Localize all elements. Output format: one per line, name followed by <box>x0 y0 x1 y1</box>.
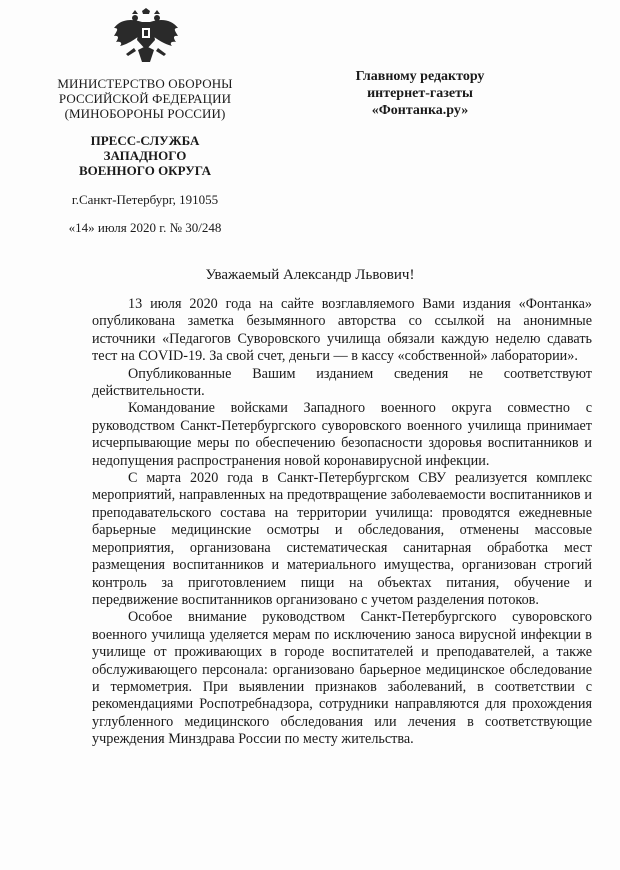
press-line: ПРЕСС-СЛУЖБА <box>90 133 200 148</box>
ministry-line: РОССИЙСКОЙ ФЕДЕРАЦИИ <box>58 91 232 106</box>
press-line: ЗАПАДНОГО <box>103 148 187 163</box>
sender-ministry <box>40 76 250 121</box>
body-paragraph: С марта 2020 года в Санкт-Петербургском СВУ реализуется комплекс мероприятий, направленных на предотвращение заболеваемости воспитанников и преподавательского состава на территории училища: проводятся ежедневные барьерные медицинские осмотры и обследования, отменены массовые мероприятия, организована систематическая санитарная обработка мест размещения воспитанников и материального имущества, организован строгий контроль за приготовлением пищи на объектах питания, обучение и передвижение воспитанников организовано с учетом разделения потоков. <box>92 470 592 608</box>
ministry-line: (МИНОБОРОНЫ РОССИИ) <box>64 106 226 121</box>
greeting: Уважаемый Александр Львович! <box>205 267 415 283</box>
addressee-block <box>310 68 530 119</box>
letter-body <box>92 296 592 749</box>
double-headed-eagle-emblem-icon <box>112 8 180 68</box>
press-line: ВОЕННОГО ОКРУГА <box>78 163 212 178</box>
letter-date-number: «14» июля 2020 г. № 30/248 <box>68 220 222 235</box>
body-paragraph: Командование войсками Западного военного округа совместно с руководством Санкт-Петербургского суворовского военного училища принимает исчерпывающие меры по обеспечению безопасности здоровья воспитанников и недопущения распространения новой коронавирусной инфекции. <box>92 400 592 469</box>
addressee-line: интернет-газеты <box>367 86 473 101</box>
addressee-line: «Фонтанка.ру» <box>371 103 469 118</box>
body-paragraph: 13 июля 2020 года на сайте возглавляемого Вами издания «Фонтанка» опубликована заметка безымянного авторства со ссылкой на анонимные источники «Педагогов Суворовского училища обязали каждую неделю сдавать тест на COVID-19. За свой счет, деньги — в кассу «собственной» лаборатории». <box>92 296 592 365</box>
body-paragraph: Особое внимание руководством Санкт-Петербургского суворовского военного училища уделяется мерам по исключению заноса вирусной инфекции в училище от проживающих в городе воспитателей и преподавателей, а также обслуживающего персонала: организовано барьерное медицинское обследование и термометрия. При выявлении признаков заболеваний, в соответствии с рекомендациями Роспотребнадзора, сотрудники направляются для прохождения углубленного медицинского обследования или лечения в соответствующие учреждения Минздрава России по месту жительства. <box>92 609 592 748</box>
addressee-line: Главному редактору <box>355 69 485 84</box>
sender-press-service <box>40 133 250 178</box>
body-paragraph: Опубликованные Вашим изданием сведения не соответствуют действительности. <box>92 365 592 400</box>
ministry-line: МИНИСТЕРСТВО ОБОРОНЫ <box>57 76 233 91</box>
sender-address: г.Санкт-Петербург, 191055 <box>71 192 219 207</box>
